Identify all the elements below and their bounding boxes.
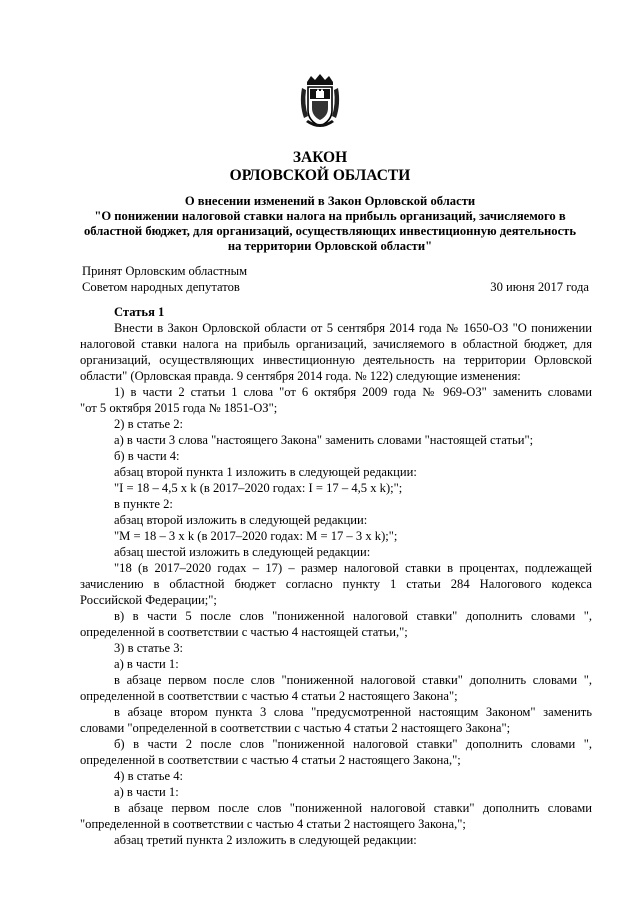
- body-line: Российской Федерации;";: [80, 593, 217, 607]
- subtitle-line: О внесении изменений в Закон Орловской области: [184, 194, 476, 208]
- body-line: Внести в Закон Орловской области от 5 сентября 2014 года № 1650-ОЗ "О понижении: [114, 321, 592, 335]
- body-line: налоговой ставки налога на прибыль организаций, зачисляемого в областной бюджет, для: [80, 337, 592, 351]
- law-subtitle: [80, 194, 580, 254]
- body-line: "определенной в соответствии с частью 4 статьи 2 настоящего Закона,";: [80, 817, 466, 831]
- body-line: абзац второй пункта 1 изложить в следующей редакции:: [114, 465, 417, 479]
- law-title: ЗАКОН: [292, 149, 348, 166]
- body-line: б) в части 2 после слов "пониженной налоговой ставки" дополнить словами ",: [114, 737, 592, 751]
- body-line: определенной в соответствии с частью 4 статьи 2 настоящего Закона,";: [80, 753, 461, 767]
- body-line: 4) в статье 4:: [114, 769, 184, 783]
- body-line: а) в части 1:: [114, 657, 179, 671]
- subtitle-line: областной бюджет, для организаций, осуществляющих инвестиционную деятельность: [83, 224, 577, 238]
- law-region-title: ОРЛОВСКОЙ ОБЛАСТИ: [229, 167, 411, 184]
- body-line: абзац второй изложить в следующей редакции:: [114, 513, 368, 527]
- body-line: в абзаце первом после слов "пониженной налоговой ставки" дополнить словами ",: [114, 673, 592, 687]
- article-body: [80, 304, 592, 848]
- article-lines: [80, 320, 592, 848]
- body-line: в пункте 2:: [114, 497, 173, 511]
- body-line: "18 (в 2017–2020 годах – 17) – размер налоговой ставки в процентах, подлежащей: [114, 561, 592, 575]
- body-line: б) в части 4:: [114, 449, 180, 463]
- article-heading: Статья 1: [114, 305, 165, 319]
- body-line: организаций, осуществляющих инвестиционную деятельность на территории Орловской: [80, 353, 592, 367]
- body-line: абзац шестой изложить в следующей редакции:: [114, 545, 371, 559]
- adoption-line: Советом народных депутатов: [82, 280, 240, 294]
- body-line: "I = 18 – 4,5 x k (в 2017–2020 годах: I = 17 – 4,5 x k);";: [114, 481, 403, 495]
- subtitle-line: "О понижении налоговой ставки налога на прибыль организаций, зачисляемого в: [94, 209, 566, 223]
- adoption-info: [82, 263, 247, 295]
- body-line: в) в части 5 после слов "пониженной налоговой ставки" дополнить словами ",: [114, 609, 592, 623]
- body-line: абзац третий пункта 2 изложить в следующей редакции:: [114, 833, 417, 847]
- body-line: в абзаце первом после слов "пониженной налоговой ставки" дополнить словами: [114, 801, 592, 815]
- subtitle-line: на территории Орловской области": [227, 239, 433, 253]
- coat-of-arms-icon: [298, 74, 342, 132]
- body-line: "от 5 октября 2015 года № 1851-ОЗ";: [80, 401, 278, 415]
- body-line: словами "определенной в соответствии с частью 4 статьи 2 настоящего Закона";: [80, 721, 511, 735]
- body-line: 1) в части 2 статьи 1 слова "от 6 октября 2009 года № 969-ОЗ" заменить словами: [114, 385, 592, 399]
- body-line: а) в части 3 слова "настоящего Закона" заменить словами "настоящей статьи";: [114, 433, 534, 447]
- body-line: в абзаце втором пункта 3 слова "предусмотренной настоящим Законом" заменить: [114, 705, 592, 719]
- body-line: 2) в статье 2:: [114, 417, 184, 431]
- body-line: 3) в статье 3:: [114, 641, 184, 655]
- body-line: определенной в соответствии с частью 4 статьи 2 настоящего Закона";: [80, 689, 458, 703]
- body-line: определенной в соответствии с частью 4 настоящей статьи,";: [80, 625, 408, 639]
- body-line: зачислению в областной бюджет согласно пункту 1 статьи 284 Налогового кодекса: [80, 577, 592, 591]
- body-line: области" (Орловская правда. 9 сентября 2014 года. № 122) следующие изменения:: [80, 369, 521, 383]
- adoption-line: Принят Орловским областным: [82, 264, 248, 278]
- adoption-date: 30 июня 2017 года: [490, 280, 589, 294]
- body-line: "M = 18 – 3 x k (в 2017–2020 годах: M = 17 – 3 x k);";: [114, 529, 398, 543]
- body-line: а) в части 1:: [114, 785, 179, 799]
